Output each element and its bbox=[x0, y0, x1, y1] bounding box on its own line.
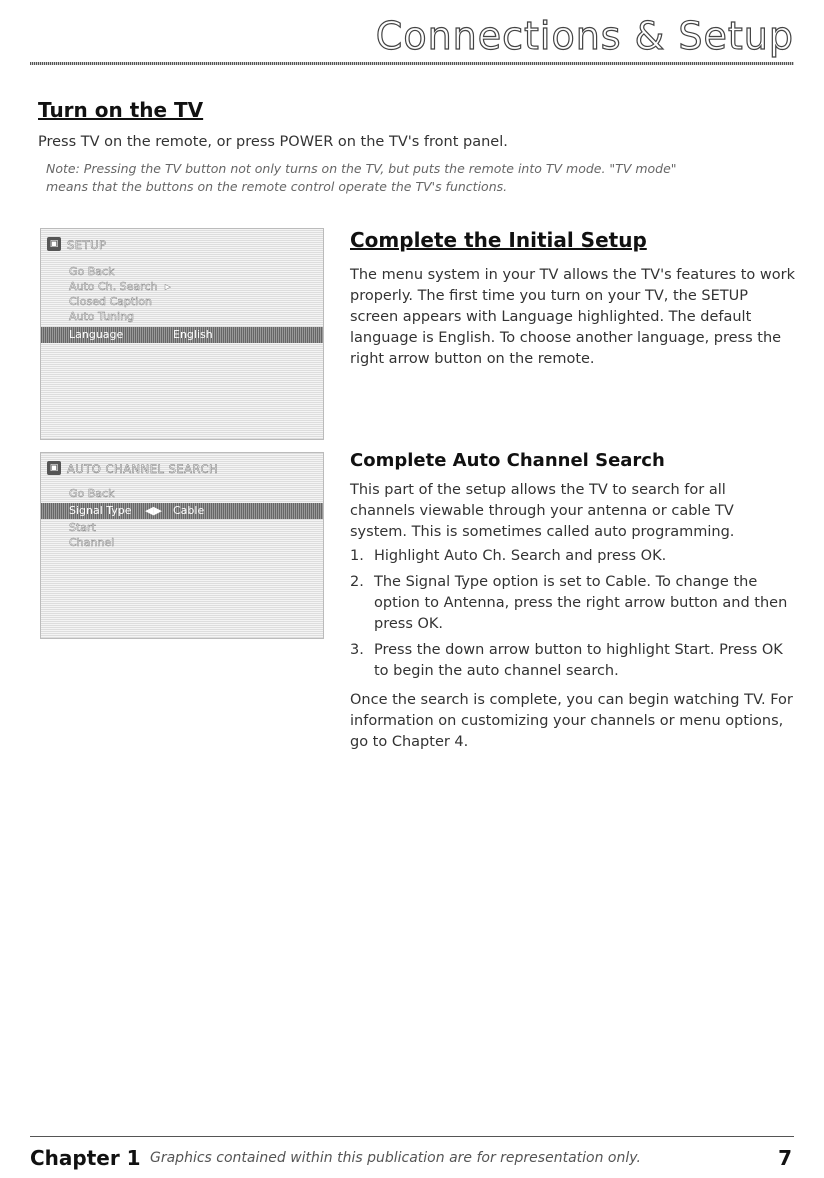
footer-rule bbox=[30, 1136, 794, 1137]
turn-on-text: Press TV on the remote, or press POWER on the TV's front panel. bbox=[38, 134, 508, 150]
step-number: 1. bbox=[350, 548, 364, 564]
setup-item-closed-caption: Closed Caption bbox=[69, 295, 152, 308]
section-heading-auto-channel: Complete Auto Channel Search bbox=[350, 450, 665, 471]
step-text: Highlight Auto Ch. Search and press OK. bbox=[374, 548, 667, 564]
initial-setup-text: The menu system in your TV allows the TV's features to work properly. The first time you turn on your TV, the SETUP screen appears with Language highlighted. The default language is English. To choose another language, press the right arrow button on the remote. bbox=[350, 267, 796, 367]
auto-channel-closing-text: Once the search is complete, you can begin watching TV. For information on customizing your channels or menu options, go to Chapter 4. bbox=[350, 692, 793, 750]
auto-channel-screen-icon: ▣ bbox=[47, 461, 61, 475]
step-number: 2. bbox=[350, 574, 364, 590]
setup-item-auto-ch-search: Auto Ch. Search bbox=[69, 280, 158, 293]
setup-item-auto-tuning: Auto Tuning bbox=[69, 310, 135, 323]
setup-selected-value: English bbox=[173, 328, 213, 341]
turn-on-note: Note: Pressing the TV button not only turns on the TV, but puts the remote into TV mode. "TV mode" means that the buttons on the remote control operate the TV's functions. bbox=[46, 161, 677, 194]
setup-item-go-back: Go Back bbox=[69, 265, 115, 278]
auto-channel-item-start: Start bbox=[69, 521, 96, 534]
arrow-left-right-icon: ◀▶ bbox=[145, 504, 162, 517]
list-item bbox=[350, 572, 795, 635]
auto-channel-selected-value: Cable bbox=[173, 504, 205, 517]
setup-screen-icon: ▣ bbox=[47, 237, 61, 251]
footer-disclaimer: Graphics contained within this publication are for representation only. bbox=[150, 1150, 641, 1166]
auto-channel-steps bbox=[350, 546, 795, 687]
section-heading-turn-on: Turn on the TV bbox=[38, 98, 204, 122]
auto-channel-item-channel: Channel bbox=[69, 536, 115, 549]
section-heading-initial-setup: Complete the Initial Setup bbox=[350, 228, 647, 252]
auto-channel-screen-image bbox=[40, 452, 324, 639]
step-number: 3. bbox=[350, 642, 364, 658]
page-number: 7 bbox=[778, 1146, 792, 1170]
header-rule bbox=[30, 62, 794, 65]
auto-channel-selected-row bbox=[41, 503, 323, 519]
step-text: The Signal Type option is set to Cable. To change the option to Antenna, press the right arrow button and then press OK. bbox=[374, 574, 788, 632]
setup-selected-row bbox=[41, 327, 323, 343]
step-text: Press the down arrow button to highlight Start. Press OK to begin the auto channel search. bbox=[374, 642, 783, 679]
setup-selected-label: Language bbox=[69, 328, 124, 341]
auto-channel-selected-label: Signal Type bbox=[69, 504, 132, 517]
setup-screen-image bbox=[40, 228, 324, 440]
auto-channel-item-go-back: Go Back bbox=[69, 487, 115, 500]
setup-screen-title: SETUP bbox=[67, 238, 107, 252]
auto-channel-text: This part of the setup allows the TV to search for all channels viewable through your antenna or cable TV system. This is sometimes called auto programming. bbox=[350, 482, 735, 540]
page-header-title: Connections & Setup bbox=[375, 14, 794, 58]
list-item bbox=[350, 640, 795, 682]
auto-channel-screen-title: AUTO CHANNEL SEARCH bbox=[67, 462, 219, 476]
list-item bbox=[350, 546, 795, 567]
chevron-right-icon: ▸ bbox=[165, 280, 171, 293]
footer-chapter: Chapter 1 bbox=[30, 1146, 141, 1170]
